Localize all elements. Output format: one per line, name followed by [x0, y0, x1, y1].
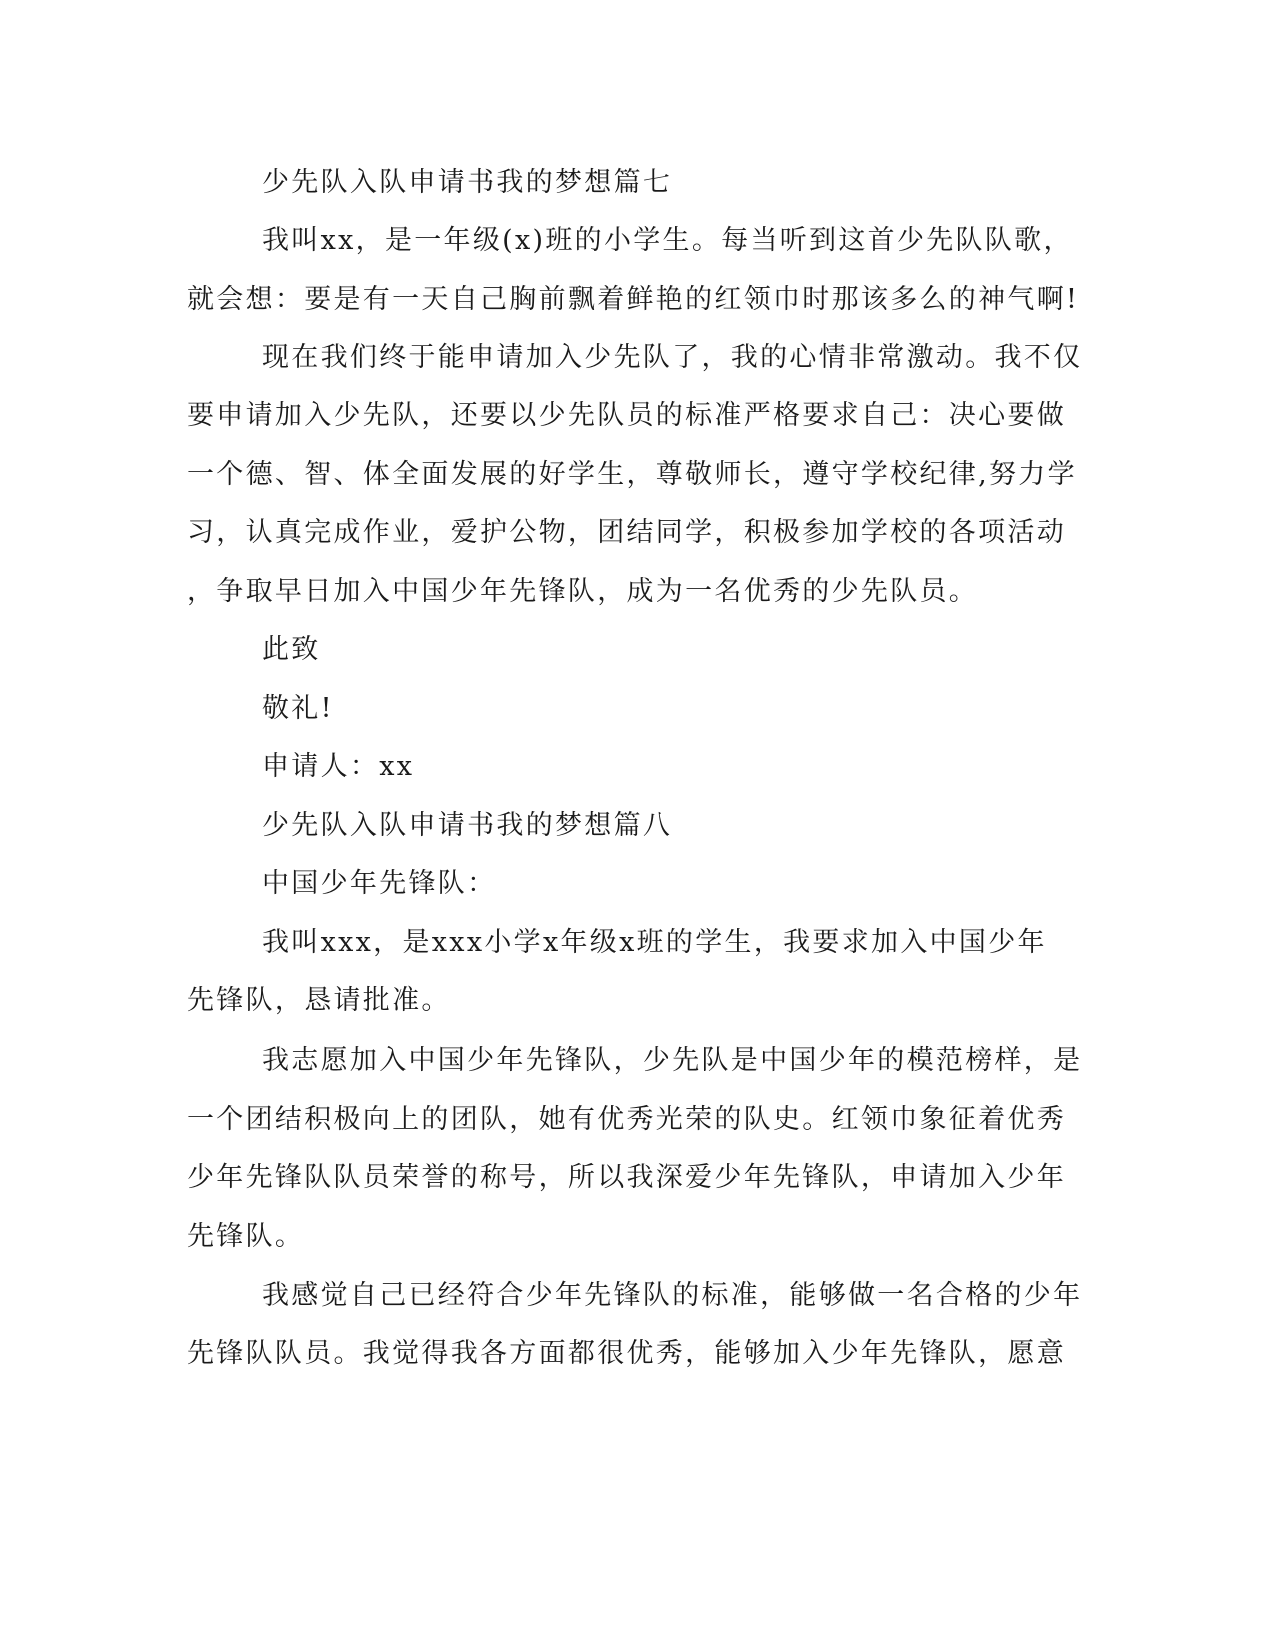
applicant-signature: 申请人：xx: [262, 751, 415, 782]
closing-salutation: 敬礼!: [262, 693, 334, 724]
section-heading-seven: 少先队入队申请书我的梦想篇七: [262, 167, 673, 198]
paragraph-line: 我志愿加入中国少年先锋队，少先队是中国少年的模范榜样，是: [262, 1045, 1083, 1076]
paragraph-line: 一个德、智、体全面发展的好学生，尊敬师长，遵守学校纪律,努力学: [187, 459, 1077, 490]
paragraph-line: 一个团结积极向上的团队，她有优秀光荣的队史。红领巾象征着优秀: [187, 1104, 1066, 1135]
paragraph-line: 我叫xxx，是xxx小学x年级x班的学生，我要求加入中国少年: [262, 927, 1047, 958]
paragraph-line: 就会想：要是有一天自己胸前飘着鲜艳的红领巾时那该多么的神气啊!: [187, 284, 1080, 315]
paragraph-line: 我感觉自己已经符合少年先锋队的标准，能够做一名合格的少年: [262, 1280, 1083, 1311]
paragraph-line: 少年先锋队队员荣誉的称号，所以我深爱少年先锋队，申请加入少年: [187, 1162, 1066, 1193]
paragraph-line: 我叫xx，是一年级(x)班的小学生。每当听到这首少先队队歌，: [262, 225, 1073, 256]
paragraph-line: 先锋队队员。我觉得我各方面都很优秀，能够加入少年先锋队，愿意: [187, 1338, 1066, 1369]
paragraph-line: 习，认真完成作业，爱护公物，团结同学，积极参加学校的各项活动: [187, 517, 1066, 548]
paragraph-line: 现在我们终于能申请加入少先队了，我的心情非常激动。我不仅: [262, 342, 1083, 373]
paragraph-line: ，争取早日加入中国少年先锋队，成为一名优秀的少先队员。: [187, 576, 979, 607]
letter-addressee: 中国少年先锋队：: [262, 868, 497, 899]
closing-salutation: 此致: [262, 634, 321, 665]
paragraph-line: 先锋队。: [187, 1221, 305, 1252]
paragraph-line: 先锋队，恳请批准。: [187, 985, 451, 1016]
section-heading-eight: 少先队入队申请书我的梦想篇八: [262, 810, 673, 841]
paragraph-line: 要申请加入少先队，还要以少先队员的标准严格要求自己：决心要做: [187, 400, 1066, 431]
